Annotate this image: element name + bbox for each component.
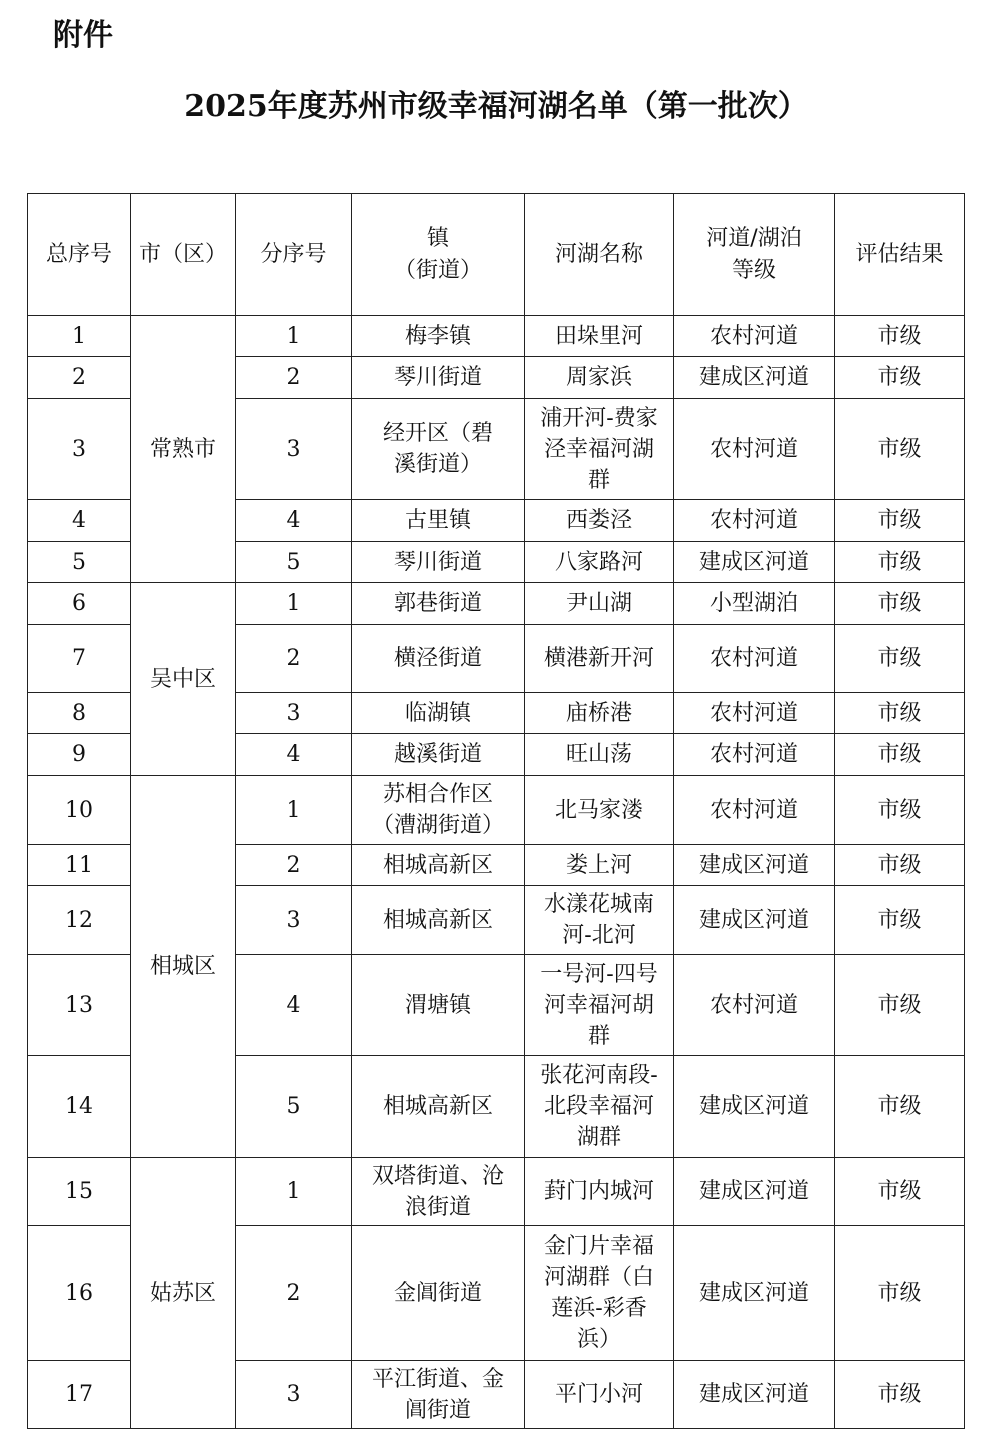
header-sub-no: 分序号 xyxy=(236,194,352,316)
cell-total-no: 8 xyxy=(28,693,131,734)
cell-result: 市级 xyxy=(835,583,965,625)
cell-river-name: 浦开河-费家泾幸福河湖群 xyxy=(525,399,674,500)
cell-sub-no: 5 xyxy=(236,542,352,583)
cell-total-no: 1 xyxy=(28,316,131,357)
cell-grade: 建成区河道 xyxy=(674,1361,835,1429)
cell-sub-no: 2 xyxy=(236,1226,352,1361)
cell-river-name: 葑门内城河 xyxy=(525,1158,674,1226)
cell-town: 苏相合作区（漕湖街道） xyxy=(352,776,525,845)
cell-total-no: 5 xyxy=(28,542,131,583)
cell-total-no: 6 xyxy=(28,583,131,625)
cell-river-name: 北马家溇 xyxy=(525,776,674,845)
cell-sub-no: 4 xyxy=(236,955,352,1056)
cell-sub-no: 1 xyxy=(236,316,352,357)
cell-total-no: 12 xyxy=(28,886,131,955)
cell-river-name: 田垛里河 xyxy=(525,316,674,357)
cell-sub-no: 3 xyxy=(236,693,352,734)
cell-river-name: 尹山湖 xyxy=(525,583,674,625)
table-row xyxy=(28,583,965,625)
header-grade xyxy=(674,194,835,316)
cell-town: 双塔街道、沧浪街道 xyxy=(352,1158,525,1226)
cell-result: 市级 xyxy=(835,693,965,734)
cell-grade: 建成区河道 xyxy=(674,1158,835,1226)
cell-grade: 农村河道 xyxy=(674,625,835,693)
cell-town: 渭塘镇 xyxy=(352,955,525,1056)
cell-river-name: 娄上河 xyxy=(525,845,674,886)
cell-total-no: 4 xyxy=(28,500,131,542)
cell-grade: 农村河道 xyxy=(674,399,835,500)
cell-sub-no: 1 xyxy=(236,1158,352,1226)
cell-result: 市级 xyxy=(835,625,965,693)
cell-total-no: 9 xyxy=(28,734,131,776)
cell-sub-no: 5 xyxy=(236,1056,352,1158)
cell-total-no: 3 xyxy=(28,399,131,500)
header-grade-line2: 等级 xyxy=(731,257,776,283)
cell-town: 相城高新区 xyxy=(352,1056,525,1158)
cell-sub-no: 2 xyxy=(236,625,352,693)
cell-town: 相城高新区 xyxy=(352,845,525,886)
cell-grade: 农村河道 xyxy=(674,500,835,542)
cell-river-name: 旺山荡 xyxy=(525,734,674,776)
cell-sub-no: 3 xyxy=(236,886,352,955)
table-row xyxy=(28,316,965,357)
cell-grade: 建成区河道 xyxy=(674,542,835,583)
cell-result: 市级 xyxy=(835,776,965,845)
cell-grade: 农村河道 xyxy=(674,316,835,357)
cell-sub-no: 4 xyxy=(236,734,352,776)
cell-sub-no: 3 xyxy=(236,1361,352,1429)
cell-total-no: 15 xyxy=(28,1158,131,1226)
cell-sub-no: 1 xyxy=(236,583,352,625)
cell-grade: 农村河道 xyxy=(674,693,835,734)
cell-sub-no: 2 xyxy=(236,845,352,886)
cell-city: 吴中区 xyxy=(131,583,236,776)
cell-sub-no: 2 xyxy=(236,357,352,399)
cell-river-name: 一号河-四号河幸福河胡群 xyxy=(525,955,674,1056)
cell-total-no: 7 xyxy=(28,625,131,693)
cell-town: 金阊街道 xyxy=(352,1226,525,1361)
cell-river-name: 横港新开河 xyxy=(525,625,674,693)
cell-total-no: 10 xyxy=(28,776,131,845)
cell-result: 市级 xyxy=(835,1158,965,1226)
cell-result: 市级 xyxy=(835,316,965,357)
header-grade-line1: 河道/湖泊 xyxy=(706,225,802,251)
header-town xyxy=(352,194,525,316)
cell-town: 琴川街道 xyxy=(352,357,525,399)
cell-sub-no: 4 xyxy=(236,500,352,542)
cell-town: 经开区（碧溪街道） xyxy=(352,399,525,500)
table-row xyxy=(28,1158,965,1226)
attachment-label: 附件 xyxy=(53,18,113,53)
cell-result: 市级 xyxy=(835,955,965,1056)
cell-town: 琴川街道 xyxy=(352,542,525,583)
cell-total-no: 11 xyxy=(28,845,131,886)
cell-result: 市级 xyxy=(835,1056,965,1158)
cell-river-name: 张花河南段-北段幸福河湖群 xyxy=(525,1056,674,1158)
cell-total-no: 14 xyxy=(28,1056,131,1158)
river-lake-list-table xyxy=(27,193,965,1429)
table-row xyxy=(28,776,965,845)
header-result: 评估结果 xyxy=(835,194,965,316)
cell-result: 市级 xyxy=(835,399,965,500)
cell-city: 相城区 xyxy=(131,776,236,1158)
cell-city: 姑苏区 xyxy=(131,1158,236,1429)
cell-river-name: 西娄泾 xyxy=(525,500,674,542)
cell-river-name: 八家路河 xyxy=(525,542,674,583)
header-town-line1: 镇 xyxy=(426,225,449,251)
cell-result: 市级 xyxy=(835,500,965,542)
cell-sub-no: 3 xyxy=(236,399,352,500)
cell-river-name: 水漾花城南河-北河 xyxy=(525,886,674,955)
cell-town: 相城高新区 xyxy=(352,886,525,955)
cell-river-name: 周家浜 xyxy=(525,357,674,399)
cell-grade: 农村河道 xyxy=(674,955,835,1056)
header-total-no: 总序号 xyxy=(28,194,131,316)
cell-grade: 建成区河道 xyxy=(674,886,835,955)
cell-river-name: 庙桥港 xyxy=(525,693,674,734)
header-city: 市（区） xyxy=(131,194,236,316)
cell-grade: 农村河道 xyxy=(674,734,835,776)
cell-grade: 建成区河道 xyxy=(674,845,835,886)
cell-result: 市级 xyxy=(835,1361,965,1429)
cell-river-name: 平门小河 xyxy=(525,1361,674,1429)
cell-result: 市级 xyxy=(835,845,965,886)
cell-total-no: 16 xyxy=(28,1226,131,1361)
cell-total-no: 17 xyxy=(28,1361,131,1429)
cell-result: 市级 xyxy=(835,357,965,399)
cell-result: 市级 xyxy=(835,1226,965,1361)
cell-total-no: 2 xyxy=(28,357,131,399)
cell-town: 越溪街道 xyxy=(352,734,525,776)
cell-total-no: 13 xyxy=(28,955,131,1056)
cell-result: 市级 xyxy=(835,886,965,955)
header-row xyxy=(28,194,965,316)
cell-result: 市级 xyxy=(835,542,965,583)
cell-result: 市级 xyxy=(835,734,965,776)
cell-river-name: 金门片幸福河湖群（白莲浜-彩香浜） xyxy=(525,1226,674,1361)
cell-grade: 农村河道 xyxy=(674,776,835,845)
cell-town: 平江街道、金阊街道 xyxy=(352,1361,525,1429)
cell-town: 横泾街道 xyxy=(352,625,525,693)
header-town-line2: （街道） xyxy=(393,257,482,283)
cell-town: 临湖镇 xyxy=(352,693,525,734)
cell-grade: 建成区河道 xyxy=(674,1226,835,1361)
cell-city: 常熟市 xyxy=(131,316,236,583)
cell-town: 梅李镇 xyxy=(352,316,525,357)
cell-grade: 小型湖泊 xyxy=(674,583,835,625)
header-river-name: 河湖名称 xyxy=(525,194,674,316)
cell-grade: 建成区河道 xyxy=(674,1056,835,1158)
cell-grade: 建成区河道 xyxy=(674,357,835,399)
cell-town: 古里镇 xyxy=(352,500,525,542)
cell-sub-no: 1 xyxy=(236,776,352,845)
document-title: 2025年度苏州市级幸福河湖名单（第一批次） xyxy=(184,89,808,124)
cell-town: 郭巷街道 xyxy=(352,583,525,625)
